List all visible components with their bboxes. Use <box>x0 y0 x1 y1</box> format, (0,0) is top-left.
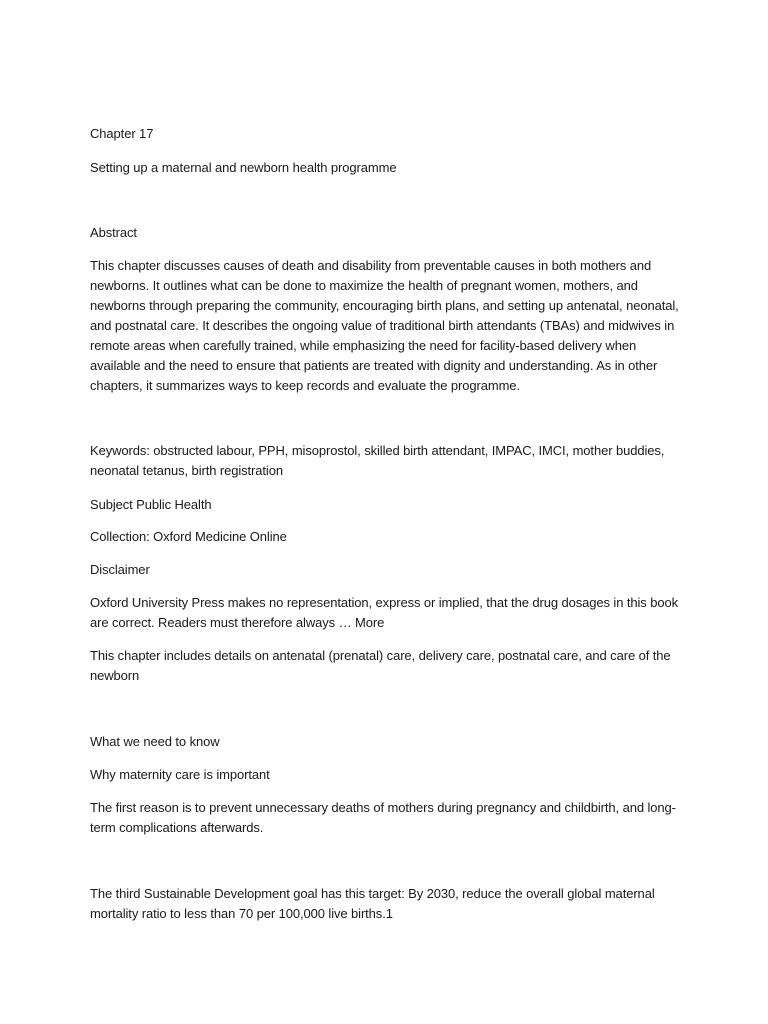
disclaimer-text: Oxford University Press makes no representation, express or implied, that the drug dosages in this book are correct. Readers must therefore always … More <box>90 595 678 630</box>
document-page <box>90 0 680 1024</box>
collection: Collection: Oxford Medicine Online <box>90 529 287 544</box>
chapter-title: Setting up a maternal and newborn health programme <box>90 160 397 175</box>
disclaimer-heading: Disclaimer <box>90 562 150 577</box>
subsection-heading: Why maternity care is important <box>90 767 270 782</box>
abstract-heading: Abstract <box>90 225 137 240</box>
first-reason-text: The first reason is to prevent unnecessary deaths of mothers during pregnancy and childbirth, and long-term complications afterwards. <box>90 800 676 835</box>
chapter-includes: This chapter includes details on antenatal (prenatal) care, delivery care, postnatal care, and care of the newborn <box>90 648 671 683</box>
section-heading: What we need to know <box>90 734 220 749</box>
chapter-number: Chapter 17 <box>90 126 154 141</box>
sdg-target-text: The third Sustainable Development goal has this target: By 2030, reduce the overall global maternal mortality ratio to less than 70 per 100,000 live births.1 <box>90 886 655 921</box>
subject: Subject Public Health <box>90 497 212 512</box>
abstract-text: This chapter discusses causes of death and disability from preventable causes in both mothers and newborns. It outlines what can be done to maximize the health of pregnant women, mothers, and newborns through preparing the community, encouraging birth plans, and setting up antenatal, neonatal, and postnatal care. It describes the ongoing value of traditional birth attendants (TBAs) and midwives in remote areas when carefully trained, while emphasizing the need for facility-based delivery when available and the need to ensure that patients are treated with dignity and understanding. As in other chapters, it summarizes ways to keep records and evaluate the programme. <box>90 258 679 393</box>
keywords: Keywords: obstructed labour, PPH, misoprostol, skilled birth attendant, IMPAC, IMCI, mother buddies, neonatal tetanus, birth registration <box>90 443 665 478</box>
